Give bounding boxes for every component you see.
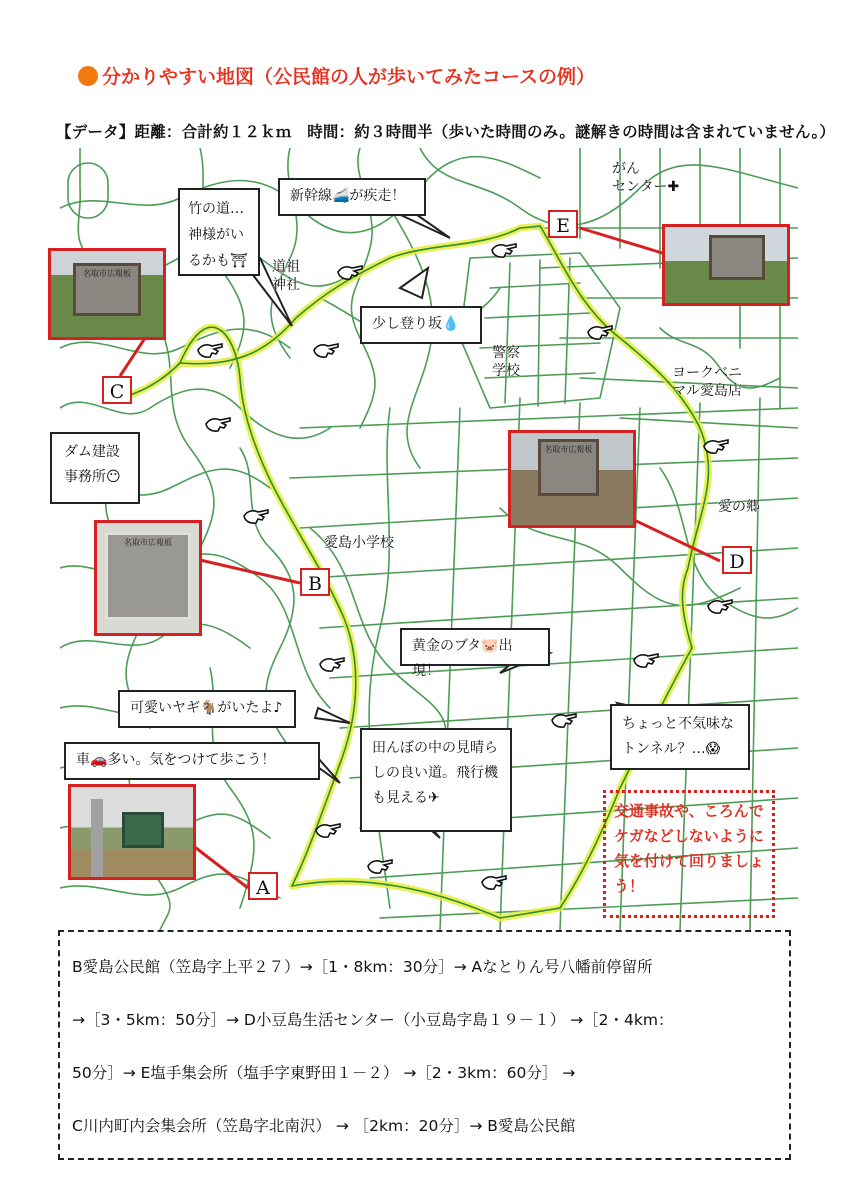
pointing-hand-icon (204, 412, 232, 436)
route-line-4: C川内町内会集会所（笠島字北南沢） → ［2km：20分］→ B愛島公民館 (72, 1117, 576, 1135)
checkpoint-d: D (722, 546, 752, 574)
photo-point-a (68, 784, 196, 880)
pointing-hand-icon (702, 434, 730, 458)
bubble-dam: ダム建設事務所😶 (50, 432, 140, 504)
bubble-bamboo: 竹の道…神様がいるかも⛩ (178, 188, 260, 276)
bulletin-board: 名取市広報板 (73, 263, 140, 316)
pointing-hand-icon (366, 854, 394, 878)
pointing-hand-icon (706, 594, 734, 618)
data-line: 【データ】距離：合計約１２ｋｍ 時間：約３時間半（歩いた時間のみ。謎解きの時間は含まれていません。） (56, 123, 836, 141)
bulletin-board (709, 235, 765, 281)
safety-warning: 交通事故や、ころんでケガなどしないように気を付けて回りましょう！ (603, 790, 775, 918)
checkpoint-c: C (102, 376, 132, 404)
bubble-tunnel: ちょっと不気味なトンネル？…😱 (610, 704, 750, 770)
pointing-hand-icon (196, 338, 224, 362)
label-york-benimaru: ヨークベニ マル愛島店 (672, 365, 742, 399)
pointing-hand-icon (490, 238, 518, 262)
page-title (78, 62, 595, 89)
label-police-school: 警察 学校 (492, 345, 520, 379)
bubble-goat: 可愛いヤギ🐐がいたよ♪ (118, 690, 296, 728)
pumpkin-icon (78, 66, 98, 86)
route-line-2: →［3・5km：50分］→ D小豆島生活センター（小豆島字島１９－１） →［2・4km： (72, 1011, 674, 1029)
pointing-hand-icon (336, 260, 364, 284)
bubble-rice-field: 田んぼの中の見晴らしの良い道。飛行機も見える✈ (360, 728, 512, 832)
bubble-shinkansen: 新幹線🚄が疾走！ (278, 178, 426, 216)
pointing-hand-icon (314, 818, 342, 842)
pointing-hand-icon (586, 320, 614, 344)
label-school: 愛島小学校 (324, 535, 394, 551)
label-cancer-center: がん センター✚ (612, 161, 680, 195)
pointing-hand-icon (550, 708, 578, 732)
road-sign (122, 812, 163, 848)
label-ai-no-sato: 愛の郷 (718, 499, 760, 515)
photo-point-d (508, 430, 636, 528)
pointing-hand-icon (312, 338, 340, 362)
bubble-golden-pig: 黄金のブタ🐷出現！ (400, 628, 550, 666)
checkpoint-e: E (548, 210, 578, 238)
bubble-slope: 少し登り坂💧 (360, 306, 482, 344)
photo-point-c (48, 248, 166, 340)
bulletin-board: 名取市広報板 (538, 439, 599, 496)
photo-point-b (94, 520, 202, 636)
photo-point-e (662, 224, 790, 306)
pointing-hand-icon (242, 504, 270, 528)
checkpoint-a: A (248, 872, 278, 900)
title-text: 分かりやすい地図（公民館の人が歩いてみたコースの例） (102, 66, 596, 88)
route-line-3: 50分］→ E塩手集会所（塩手字東野田１－２） →［2・3km：60分］ → (72, 1064, 576, 1082)
pointing-hand-icon (318, 652, 346, 676)
route-line-1: B愛島公民館（笠島字上平２７）→［1・8km：30分］→ Aなとりん号八幡前停留所 (72, 958, 653, 976)
bulletin-board: 名取市広報板 (105, 532, 191, 620)
pointing-hand-icon (632, 648, 660, 672)
pointing-hand-icon (480, 870, 508, 894)
route-summary (58, 930, 791, 1160)
bubble-cars: 車🚗多い。気をつけて歩こう！ (64, 742, 320, 780)
checkpoint-b: B (300, 568, 330, 596)
label-dosojinja: 道祖 神社 (272, 259, 300, 293)
